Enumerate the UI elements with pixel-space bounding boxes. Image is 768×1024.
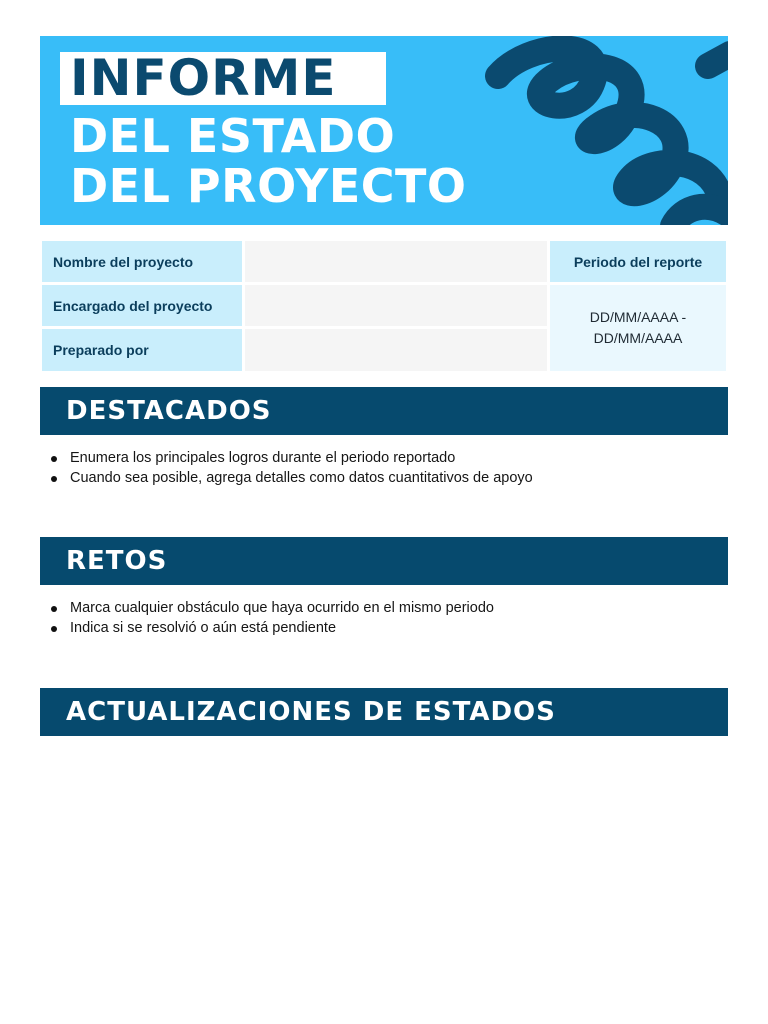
- list-item: Marca cualquier obstáculo que haya ocurrido en el mismo periodo: [50, 599, 494, 619]
- highlights-list: [50, 449, 533, 488]
- list-item: Enumera los principales logros durante el periodo reportado: [50, 449, 533, 469]
- status-updates-header: ACTUALIZACIONES DE ESTADOS: [40, 688, 728, 736]
- report-period-end: DD/MM/AAAA: [593, 330, 683, 346]
- list-item: Indica si se resolvió o aún está pendiente: [50, 619, 494, 639]
- project-name-label: Nombre del proyecto: [42, 241, 242, 282]
- title-line-1: INFORME: [70, 49, 337, 107]
- title-line-3: DEL PROYECTO: [70, 159, 467, 213]
- report-period-field[interactable]: [550, 285, 726, 371]
- decorative-squiggle-graphic: [458, 36, 728, 225]
- highlights-header: DESTACADOS: [40, 387, 728, 435]
- challenges-header: RETOS: [40, 537, 728, 585]
- challenges-list: [50, 599, 494, 638]
- project-manager-field[interactable]: [245, 285, 547, 326]
- prepared-by-field[interactable]: [245, 329, 547, 371]
- list-item: Cuando sea posible, agrega detalles como datos cuantitativos de apoyo: [50, 469, 533, 489]
- report-period-start: DD/MM/AAAA -: [589, 309, 687, 325]
- prepared-by-label: Preparado por: [42, 329, 242, 371]
- project-name-field[interactable]: [245, 241, 547, 282]
- header-banner: [40, 36, 728, 225]
- report-period-label: Periodo del reporte: [550, 241, 726, 282]
- project-manager-label: Encargado del proyecto: [42, 285, 242, 326]
- project-info-table: [42, 241, 726, 371]
- title-line-2: DEL ESTADO: [70, 109, 396, 163]
